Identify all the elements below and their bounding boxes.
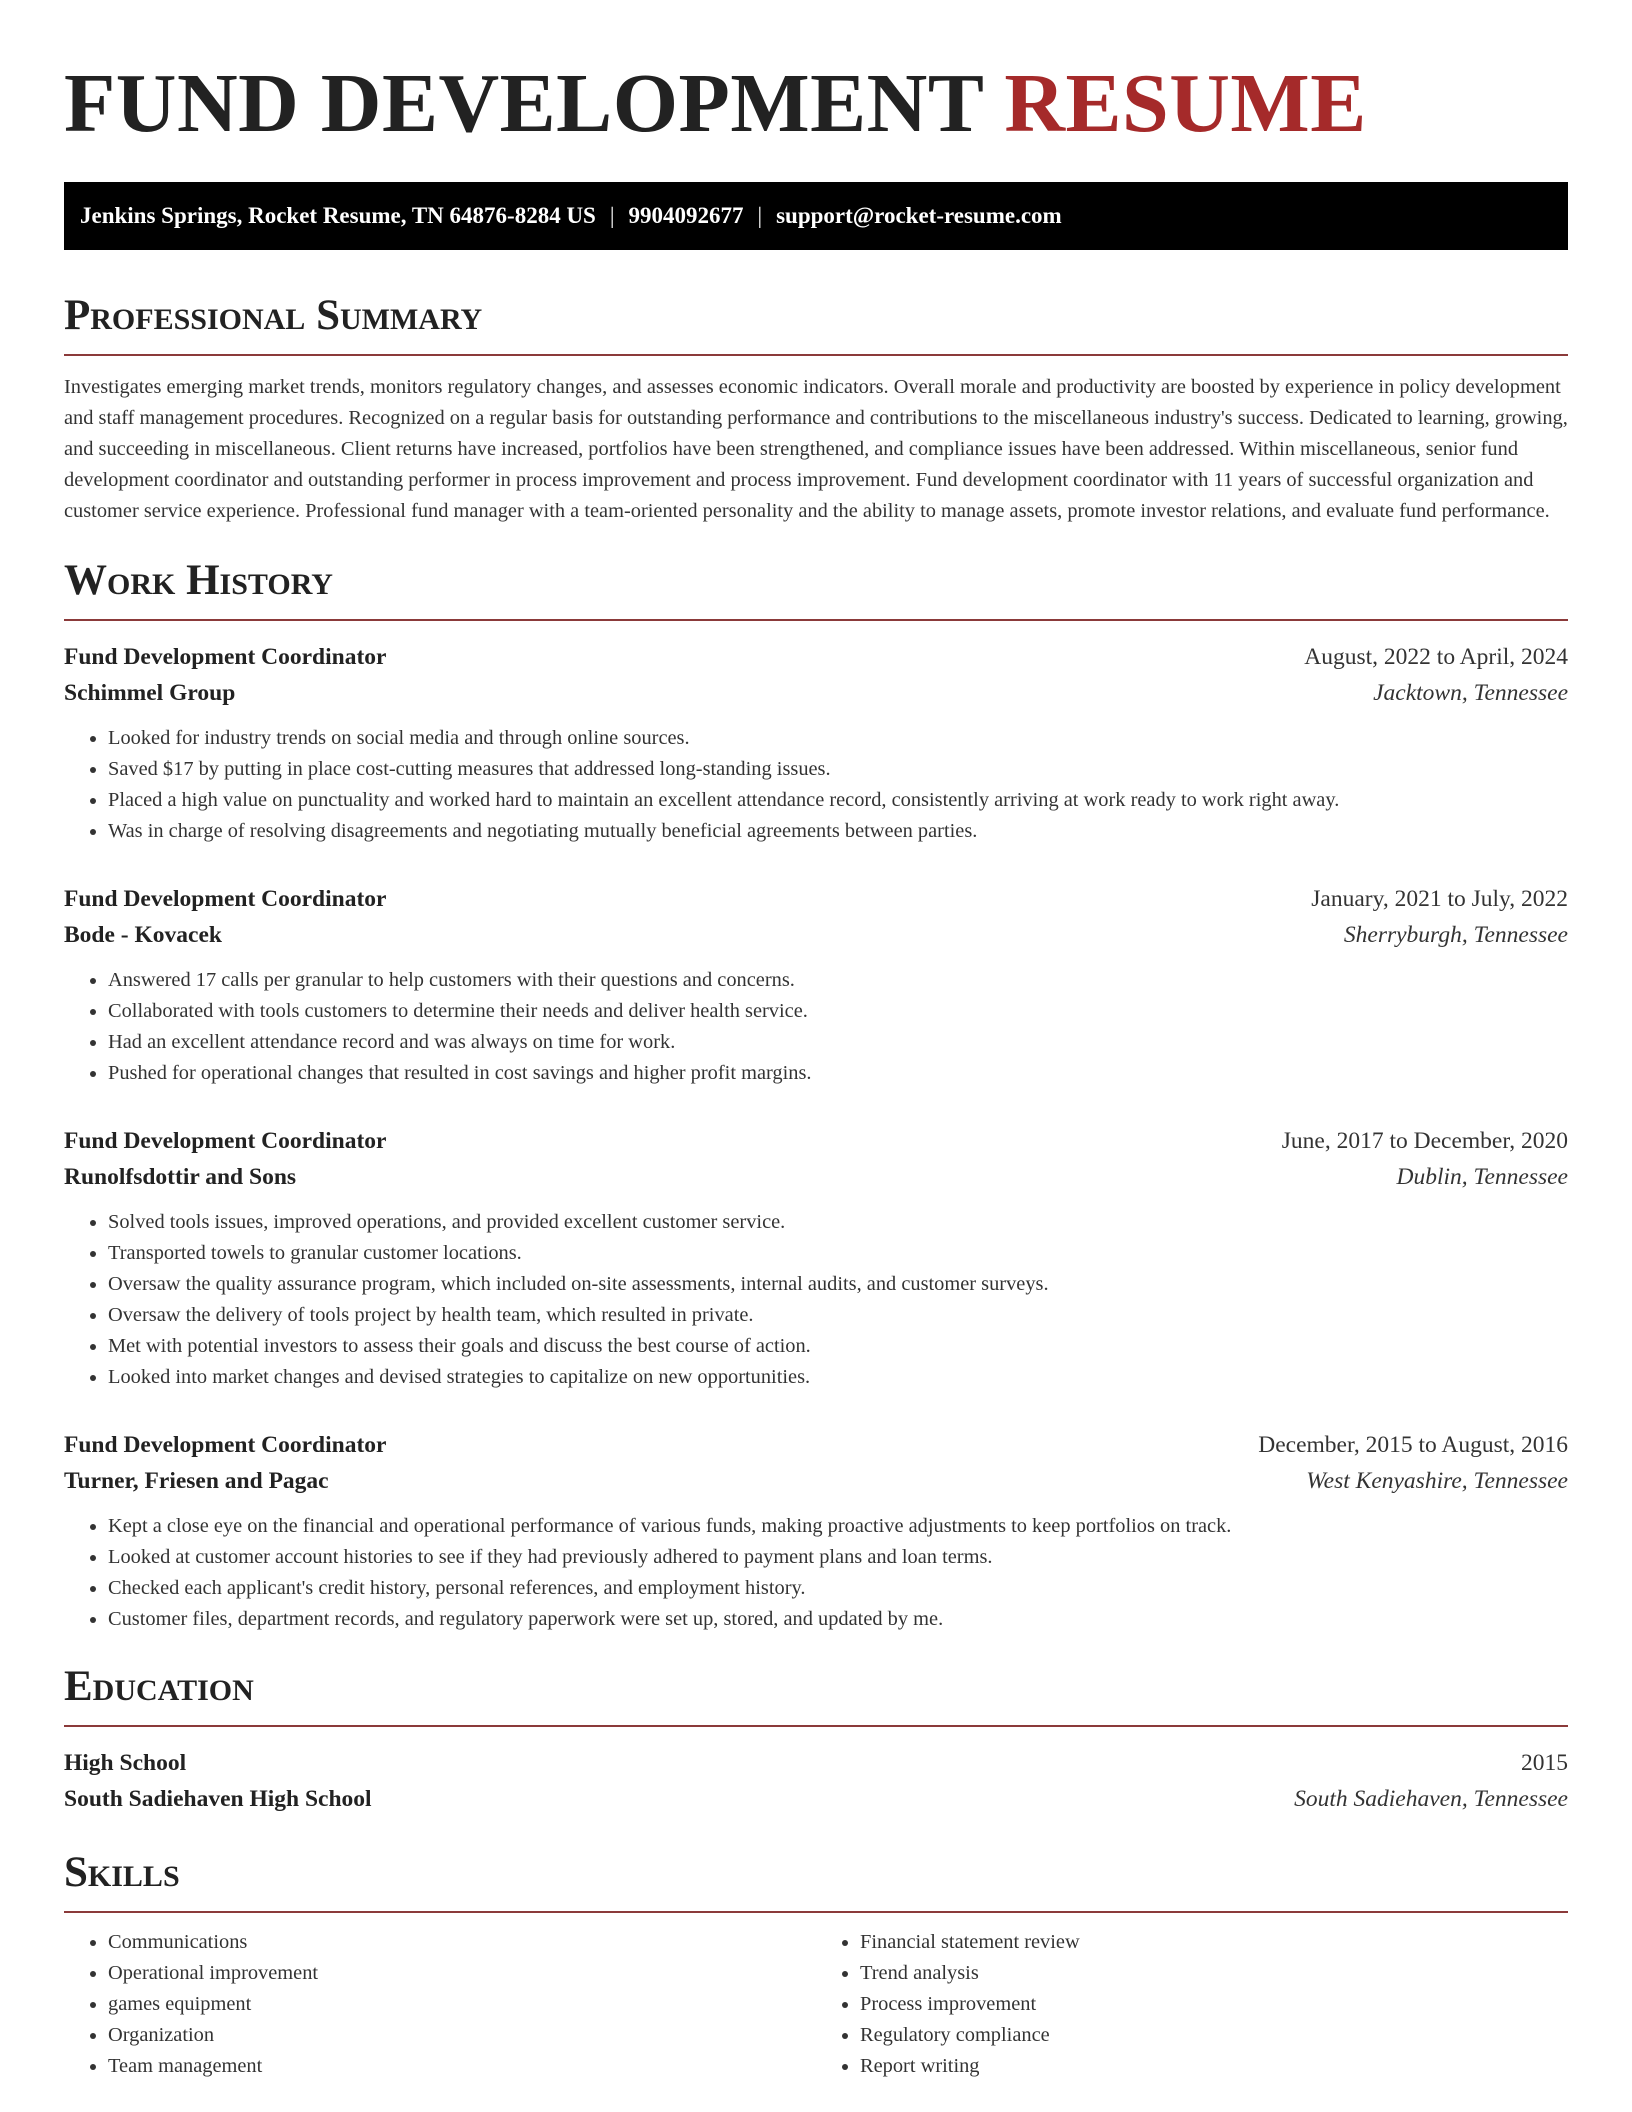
job-bullets bbox=[64, 1207, 1568, 1393]
job-title: Fund Development Coordinator bbox=[64, 1432, 387, 1458]
job-bullet: • Collaborated with tools customers to determine their needs and deliver health service. bbox=[108, 996, 1568, 1027]
title-main: FUND DEVELOPMENT bbox=[64, 57, 983, 150]
job-company-row bbox=[64, 1463, 1568, 1499]
job-company-row bbox=[64, 675, 1568, 711]
job-location: West Kenyashire, Tennessee bbox=[1306, 1468, 1568, 1494]
job-bullet: • Had an excellent attendance record and was always on time for work. bbox=[108, 1027, 1568, 1058]
job-dates: August, 2022 to April, 2024 bbox=[1304, 644, 1568, 670]
job-dates: June, 2017 to December, 2020 bbox=[1281, 1128, 1568, 1154]
education-school-row bbox=[64, 1781, 1568, 1817]
job-entry bbox=[64, 1427, 1568, 1635]
job-bullet: • Placed a high value on punctuality and worked hard to maintain an excellent attendance record, consistently arriving at work ready to work right away. bbox=[108, 785, 1568, 816]
job-bullet: • Looked for industry trends on social media and through online sources. bbox=[108, 723, 1568, 754]
job-company: Schimmel Group bbox=[64, 680, 236, 706]
education-school: South Sadiehaven High School bbox=[64, 1786, 372, 1812]
job-header-row bbox=[64, 881, 1568, 917]
job-bullets bbox=[64, 723, 1568, 847]
job-bullet: • Met with potential investors to assess their goals and discuss the best course of action. bbox=[108, 1331, 1568, 1362]
job-bullet: • Looked at customer account histories to see if they had previously adhered to payment plans and loan terms. bbox=[108, 1542, 1568, 1573]
job-bullet: • Oversaw the delivery of tools project by health team, which resulted in private. bbox=[108, 1300, 1568, 1331]
job-bullet: • Solved tools issues, improved operations, and provided excellent customer service. bbox=[108, 1207, 1568, 1238]
job-company: Turner, Friesen and Pagac bbox=[64, 1468, 329, 1494]
contact-email: support@rocket-resume.com bbox=[776, 203, 1062, 228]
job-bullet: • Transported towels to granular customer locations. bbox=[108, 1238, 1568, 1269]
job-bullet: • Checked each applicant's credit history, personal references, and employment history. bbox=[108, 1573, 1568, 1604]
contact-separator: | bbox=[609, 203, 615, 228]
job-location: Jacktown, Tennessee bbox=[1373, 680, 1568, 706]
skills-section bbox=[64, 1849, 1568, 2082]
education-year: 2015 bbox=[1521, 1750, 1568, 1776]
job-bullet: • Saved $17 by putting in place cost-cutting measures that addressed long-standing issues. bbox=[108, 754, 1568, 785]
skills-column-left bbox=[64, 1927, 816, 2082]
work-history-heading: Work History bbox=[64, 557, 1568, 621]
education-location: South Sadiehaven, Tennessee bbox=[1294, 1786, 1568, 1812]
resume-title bbox=[64, 56, 1568, 152]
education-degree-row bbox=[64, 1745, 1568, 1781]
summary-text: Investigates emerging market trends, monitors regulatory changes, and assesses economic indicators. Overall morale and productivity are boosted by experience in policy development and staff management procedures. Recognized on a regular basis for outstanding performance and contributions to the miscellaneous industry's success. Dedicated to learning, growing, and succeeding in miscellaneous. Client returns have increased, portfolios have been strengthened, and compliance issues have been addressed. Within miscellaneous, senior fund development coordinator and outstanding performer in process improvement and process improvement. Fund development coordinator with 11 years of successful organization and customer service experience. Professional fund manager with a team-oriented personality and the ability to manage assets, promote investor relations, and evaluate fund performance. bbox=[64, 376, 1568, 522]
skills-heading: Skills bbox=[64, 1849, 1568, 1913]
job-bullet: • Customer files, department records, and regulatory paperwork were set up, stored, and updated by me. bbox=[108, 1604, 1568, 1635]
skill-item: • Organization bbox=[108, 2020, 816, 2051]
job-title: Fund Development Coordinator bbox=[64, 1128, 387, 1154]
skills-grid bbox=[64, 1927, 1568, 2082]
job-title: Fund Development Coordinator bbox=[64, 886, 387, 912]
job-bullet: • Was in charge of resolving disagreements and negotiating mutually beneficial agreements between parties. bbox=[108, 816, 1568, 847]
skill-item: • Operational improvement bbox=[108, 1958, 816, 1989]
skill-item: • Report writing bbox=[860, 2051, 1568, 2082]
job-company-row bbox=[64, 917, 1568, 953]
job-dates: December, 2015 to August, 2016 bbox=[1258, 1432, 1568, 1458]
job-bullet: • Answered 17 calls per granular to help customers with their questions and concerns. bbox=[108, 965, 1568, 996]
summary-section bbox=[64, 292, 1568, 527]
skills-column-right bbox=[816, 1927, 1568, 2082]
skill-item: • Regulatory compliance bbox=[860, 2020, 1568, 2051]
education-degree: High School bbox=[64, 1750, 187, 1776]
job-entry bbox=[64, 1123, 1568, 1393]
job-company-row bbox=[64, 1159, 1568, 1195]
job-entry bbox=[64, 639, 1568, 847]
job-company: Runolfsdottir and Sons bbox=[64, 1164, 297, 1190]
contact-separator: | bbox=[757, 203, 763, 228]
education-section bbox=[64, 1663, 1568, 1817]
summary-heading: Professional Summary bbox=[64, 292, 1568, 356]
job-header-row bbox=[64, 1123, 1568, 1159]
job-dates: January, 2021 to July, 2022 bbox=[1311, 886, 1568, 912]
job-bullets bbox=[64, 965, 1568, 1089]
job-location: Dublin, Tennessee bbox=[1396, 1164, 1568, 1190]
job-title: Fund Development Coordinator bbox=[64, 644, 387, 670]
job-entry bbox=[64, 881, 1568, 1089]
skill-item: • Trend analysis bbox=[860, 1958, 1568, 1989]
contact-address: Jenkins Springs, Rocket Resume, TN 64876-8284 US bbox=[80, 203, 596, 228]
skill-item: • Financial statement review bbox=[860, 1927, 1568, 1958]
job-bullet: • Oversaw the quality assurance program, which included on-site assessments, internal audits, and customer surveys. bbox=[108, 1269, 1568, 1300]
skill-item: • Process improvement bbox=[860, 1989, 1568, 2020]
contact-phone: 9904092677 bbox=[628, 203, 744, 228]
job-header-row bbox=[64, 639, 1568, 675]
skill-item: • Communications bbox=[108, 1927, 816, 1958]
education-entry bbox=[64, 1745, 1568, 1817]
job-bullet: • Looked into market changes and devised strategies to capitalize on new opportunities. bbox=[108, 1362, 1568, 1393]
education-heading: Education bbox=[64, 1663, 1568, 1727]
job-bullets bbox=[64, 1511, 1568, 1635]
skill-item: • games equipment bbox=[108, 1989, 816, 2020]
title-accent: RESUME bbox=[1004, 57, 1367, 150]
job-company: Bode - Kovacek bbox=[64, 922, 222, 948]
job-header-row bbox=[64, 1427, 1568, 1463]
job-bullet: • Kept a close eye on the financial and operational performance of various funds, making proactive adjustments to keep portfolios on track. bbox=[108, 1511, 1568, 1542]
job-bullet: • Pushed for operational changes that resulted in cost savings and higher profit margins. bbox=[108, 1058, 1568, 1089]
job-location: Sherryburgh, Tennessee bbox=[1343, 922, 1568, 948]
contact-bar bbox=[64, 182, 1568, 250]
skill-item: • Team management bbox=[108, 2051, 816, 2082]
work-history-section bbox=[64, 557, 1568, 1635]
